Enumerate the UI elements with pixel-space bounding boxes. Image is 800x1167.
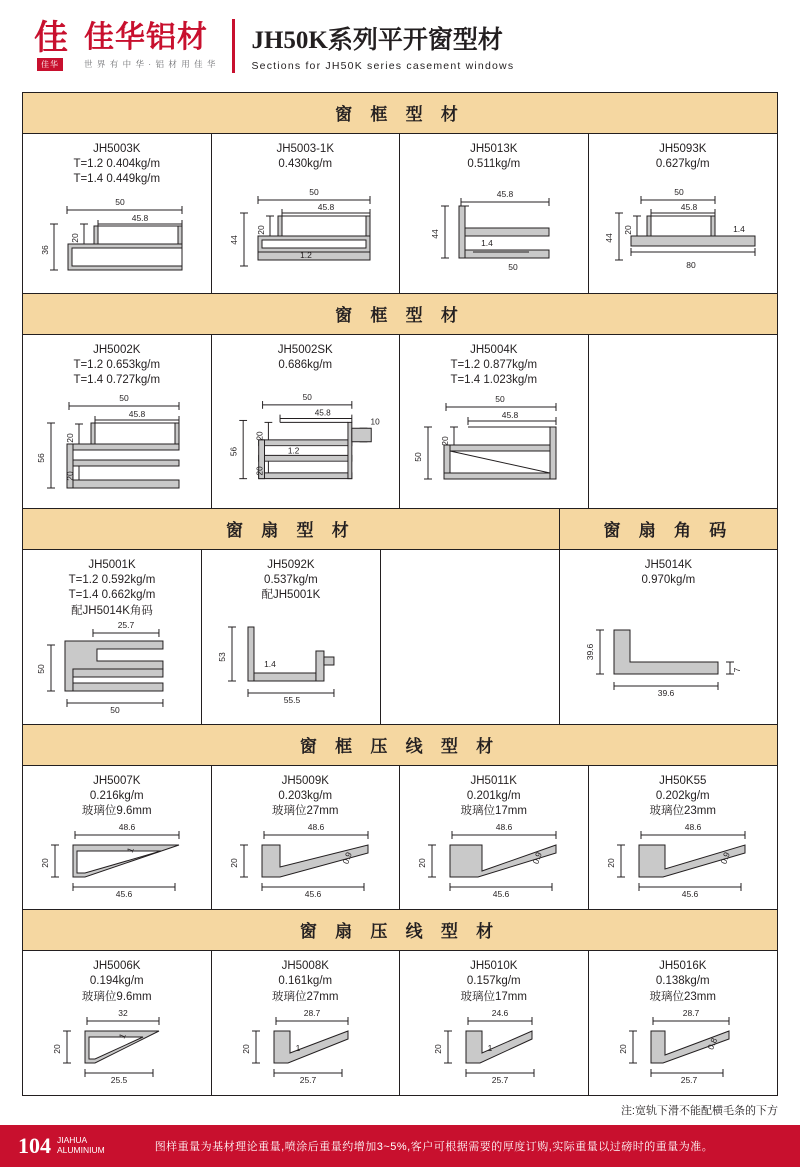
svg-text:20: 20	[69, 232, 80, 243]
svg-text:28.7: 28.7	[303, 1007, 321, 1018]
svg-text:39.6: 39.6	[658, 687, 675, 698]
profile-cell-jh5006k	[23, 951, 212, 1095]
profile-weight-1: 0.537kg/m	[264, 574, 318, 587]
svg-text:0.9: 0.9	[718, 850, 733, 866]
profile-code: JH50K55	[659, 774, 707, 787]
profile-weight-1: 0.686kg/m	[278, 358, 333, 371]
footer-brand	[57, 1136, 105, 1156]
svg-text:53: 53	[216, 652, 227, 662]
section-band-row-3	[23, 509, 777, 550]
profile-weight-1: T=1.2 0.592kg/m	[68, 574, 156, 587]
profile-drawing	[27, 188, 207, 283]
brand-name: 佳华铝材	[84, 20, 208, 54]
svg-text:45.6: 45.6	[681, 889, 699, 900]
profile-code: JH5011K	[470, 774, 517, 787]
svg-text:20: 20	[240, 1044, 251, 1054]
profile-code: JH5002SK	[277, 343, 333, 356]
profile-weight-1: 0.157kg/m	[466, 975, 521, 988]
svg-text:50: 50	[495, 394, 505, 405]
profile-drawing	[593, 819, 774, 899]
profile-weight-1: 0.201kg/m	[466, 789, 521, 802]
svg-text:50: 50	[674, 186, 684, 197]
empty-cell	[589, 335, 778, 509]
profile-cell-jh5007k	[23, 766, 212, 910]
svg-text:39.6: 39.6	[585, 643, 596, 660]
profile-drawing	[216, 172, 396, 282]
svg-text:45.8: 45.8	[128, 409, 146, 420]
profile-weight-2: T=1.4 1.023kg/m	[450, 373, 538, 386]
profile-labels	[656, 142, 710, 172]
profile-weight-2: T=1.4 0.449kg/m	[73, 173, 161, 186]
profile-weight-1: 0.627kg/m	[655, 158, 710, 171]
page-footer	[0, 1125, 800, 1167]
svg-text:0.9: 0.9	[530, 850, 545, 866]
profile-drawing	[216, 1005, 396, 1085]
profile-code: JH5010K	[470, 960, 518, 973]
svg-text:50: 50	[110, 704, 120, 714]
profile-drawing	[593, 1005, 774, 1085]
section-row-4	[23, 766, 777, 911]
profile-code: JH5009K	[281, 774, 329, 787]
svg-text:1.2: 1.2	[300, 249, 313, 260]
svg-text:56: 56	[228, 447, 238, 457]
svg-text:7: 7	[732, 667, 743, 672]
profile-drawing	[216, 373, 396, 498]
footer-brand-en: ALUMINIUM	[57, 1145, 105, 1155]
profile-cell-jh5004k	[400, 335, 589, 509]
svg-text:45.6: 45.6	[492, 889, 510, 900]
svg-text:50: 50	[413, 452, 424, 462]
svg-text:28.7: 28.7	[682, 1007, 700, 1018]
profile-drawing	[27, 619, 197, 714]
footnote: 注:宽轨下滑不能配横毛条的下方	[620, 1104, 778, 1117]
profile-labels	[450, 343, 537, 389]
svg-text:25.7: 25.7	[299, 1074, 317, 1085]
svg-text:20: 20	[228, 858, 239, 868]
svg-text:20: 20	[433, 1044, 444, 1054]
profile-weight-1: 0.216kg/m	[89, 789, 144, 802]
profile-drawing	[216, 819, 396, 899]
profile-weight-1: 0.430kg/m	[278, 158, 333, 171]
svg-text:48.6: 48.6	[307, 822, 325, 833]
svg-text:1: 1	[487, 1042, 493, 1053]
profile-cell-jh5003-1k	[212, 134, 401, 293]
svg-text:1: 1	[295, 1042, 301, 1053]
profile-code: JH5093K	[659, 143, 707, 155]
profile-cell-jh5016k	[589, 951, 778, 1095]
svg-text:20: 20	[618, 1044, 629, 1054]
profile-cell-jh5092k	[202, 550, 381, 724]
svg-text:20: 20	[65, 471, 76, 481]
profile-note: 配JH5014K角码	[71, 604, 153, 617]
profile-labels	[69, 558, 156, 619]
svg-text:20: 20	[417, 858, 428, 868]
logo-subtext: 佳华	[37, 58, 63, 71]
svg-text:25.7: 25.7	[680, 1074, 698, 1085]
logo-glyph: 佳	[34, 19, 66, 57]
svg-text:25.7: 25.7	[491, 1074, 509, 1085]
profile-cell-jh5013k	[400, 134, 589, 293]
profile-labels	[272, 774, 338, 820]
profile-labels	[642, 558, 696, 588]
profile-glass: 玻璃位23mm	[649, 805, 716, 818]
svg-text:0.8: 0.8	[705, 1036, 720, 1051]
svg-text:45.8: 45.8	[317, 201, 335, 212]
section-band-3-right: 窗 扇 角 码	[560, 509, 777, 549]
svg-text:45.8: 45.8	[496, 188, 514, 199]
svg-text:20: 20	[606, 858, 617, 868]
svg-text:20: 20	[256, 225, 267, 235]
profile-code: JH5002K	[93, 343, 141, 356]
profile-cell-jh5008k	[212, 951, 401, 1095]
profile-drawing	[404, 819, 584, 899]
profile-cell-jh50k55	[589, 766, 778, 910]
section-row-3	[23, 550, 777, 725]
svg-text:44: 44	[429, 229, 440, 239]
profile-labels	[461, 774, 527, 820]
page-number: 104	[18, 1133, 51, 1158]
profile-cell-jh5011k	[400, 766, 589, 910]
profile-weight-1: T=1.2 0.404kg/m	[73, 158, 161, 171]
page-number-block	[0, 1133, 128, 1159]
header-divider	[232, 19, 235, 73]
profile-code: JH5003-1K	[276, 143, 335, 155]
svg-text:20: 20	[40, 858, 51, 868]
section-row-2	[23, 335, 777, 510]
profile-drawing	[404, 388, 584, 498]
profile-code: JH5013K	[470, 143, 518, 155]
profile-cell-jh5002k	[23, 335, 212, 509]
profile-cell-jh5003k	[23, 134, 212, 293]
svg-text:20: 20	[52, 1044, 63, 1054]
profile-labels	[278, 343, 333, 373]
svg-text:45.8: 45.8	[501, 410, 519, 421]
svg-text:0.9: 0.9	[340, 850, 354, 866]
svg-text:50: 50	[115, 196, 125, 207]
jiahua-logo-icon	[24, 20, 76, 72]
svg-text:55.5: 55.5	[283, 695, 301, 706]
profile-drawing	[27, 388, 207, 498]
profile-code: JH5008K	[281, 960, 329, 973]
profile-weight-2: T=1.4 0.727kg/m	[73, 373, 161, 386]
section-row-1	[23, 134, 777, 294]
footer-disclaimer: 图样重量为基材理论重量,喷涂后重量约增加3~5%,客户可根据需要的厚度订购,实际重量以过磅时的重量为准。	[154, 1141, 714, 1153]
profile-labels	[82, 959, 152, 1005]
svg-text:44: 44	[229, 235, 240, 245]
svg-text:1.4: 1.4	[264, 659, 276, 670]
profile-weight-1: 0.138kg/m	[655, 975, 710, 988]
profile-labels	[272, 959, 338, 1005]
profile-code: JH5006K	[93, 960, 141, 973]
svg-text:1.4: 1.4	[733, 223, 746, 234]
profile-cell-jh5002sk	[212, 335, 401, 509]
profile-weight-2: T=1.4 0.662kg/m	[68, 589, 156, 602]
profile-drawing	[593, 172, 774, 282]
svg-text:45.8: 45.8	[314, 409, 331, 419]
profile-glass: 玻璃位17mm	[460, 805, 527, 818]
profile-glass: 玻璃位27mm	[272, 990, 339, 1003]
section-band-3-left: 窗 扇 型 材	[23, 509, 560, 549]
profile-labels	[650, 774, 716, 820]
section-band-1: 窗 框 型 材	[23, 93, 777, 134]
profile-labels	[650, 959, 716, 1005]
svg-text:48.6: 48.6	[118, 822, 136, 833]
svg-text:50: 50	[508, 261, 518, 272]
svg-text:32: 32	[118, 1007, 128, 1018]
profile-code: JH5004K	[470, 343, 518, 356]
svg-text:80: 80	[686, 259, 696, 270]
profile-weight-1: 0.194kg/m	[89, 975, 144, 988]
page-header	[0, 0, 800, 92]
svg-text:20: 20	[623, 225, 634, 235]
profile-labels	[82, 774, 152, 820]
profile-cell-jh5001k	[23, 550, 202, 724]
profile-glass: 玻璃位27mm	[272, 805, 339, 818]
footer-brand-cn: JIAHUA	[57, 1135, 88, 1146]
profile-drawing	[206, 604, 376, 714]
logo-block	[24, 20, 216, 72]
profile-code: JH5007K	[93, 774, 141, 787]
profile-glass: 玻璃位23mm	[649, 990, 716, 1003]
section-band-5: 窗 扇 压 线 型 材	[23, 910, 777, 951]
svg-text:45.6: 45.6	[304, 889, 322, 900]
svg-text:45.8: 45.8	[131, 212, 149, 223]
svg-text:1.4: 1.4	[480, 237, 493, 248]
profile-code: JH5016K	[659, 960, 707, 973]
profile-labels	[467, 142, 520, 172]
svg-text:1.2: 1.2	[287, 446, 299, 456]
svg-text:20: 20	[440, 436, 451, 446]
profile-drawing	[27, 1005, 207, 1085]
svg-text:20: 20	[255, 431, 265, 441]
svg-text:48.6: 48.6	[495, 822, 513, 833]
svg-text:50: 50	[309, 186, 319, 197]
svg-text:20: 20	[255, 466, 265, 476]
brand-slogan: 世 界 有 中 华 · 铝 材 用 佳 华	[84, 58, 217, 69]
svg-text:36: 36	[39, 244, 50, 255]
profile-drawing	[27, 819, 207, 899]
profile-glass: 玻璃位9.6mm	[81, 990, 152, 1003]
svg-text:10: 10	[370, 417, 380, 427]
profile-drawing	[404, 172, 584, 282]
page-title: JH50K系列平开窗型材	[251, 27, 503, 54]
section-band-4: 窗 框 压 线 型 材	[23, 725, 777, 766]
profile-code: JH5014K	[644, 559, 693, 572]
svg-text:50: 50	[302, 393, 312, 403]
svg-text:1: 1	[124, 846, 136, 855]
svg-text:44: 44	[604, 233, 615, 243]
profile-weight-1: 0.511kg/m	[467, 158, 521, 171]
profile-labels	[73, 343, 160, 389]
profile-sheet	[22, 92, 778, 1096]
profile-cell-jh5014k	[560, 550, 777, 724]
profile-labels	[276, 142, 334, 172]
svg-text:56: 56	[36, 453, 47, 463]
profile-glass: 玻璃位17mm	[460, 990, 527, 1003]
svg-text:45.6: 45.6	[115, 889, 133, 900]
svg-text:50: 50	[119, 393, 129, 404]
svg-text:20: 20	[65, 433, 76, 443]
profile-labels	[73, 142, 160, 188]
profile-cell-jh5093k	[589, 134, 778, 293]
svg-text:24.6: 24.6	[491, 1007, 509, 1018]
profile-weight-1: T=1.2 0.877kg/m	[450, 358, 538, 371]
profile-labels	[262, 558, 321, 604]
svg-text:1: 1	[116, 1031, 128, 1040]
section-row-5	[23, 951, 777, 1096]
profile-code: JH5003K	[93, 143, 141, 155]
svg-text:50: 50	[35, 663, 46, 674]
profile-drawing	[564, 588, 773, 713]
profile-note: 配JH5001K	[261, 589, 321, 602]
svg-text:25.7: 25.7	[117, 619, 135, 630]
profile-weight-1: 0.161kg/m	[278, 975, 333, 988]
empty-cell	[381, 550, 560, 724]
profile-drawing	[404, 1005, 584, 1085]
profile-weight-1: 0.203kg/m	[278, 789, 333, 802]
profile-labels	[461, 959, 527, 1005]
profile-glass: 玻璃位9.6mm	[81, 805, 152, 818]
profile-weight-1: T=1.2 0.653kg/m	[73, 358, 161, 371]
svg-text:45.8: 45.8	[680, 201, 698, 212]
profile-weight-1: 0.970kg/m	[641, 574, 696, 587]
svg-text:25.5: 25.5	[110, 1074, 128, 1085]
svg-text:48.6: 48.6	[684, 822, 702, 833]
page-subtitle: Sections for JH50K series casement windows	[251, 60, 515, 72]
section-band-2: 窗 框 型 材	[23, 294, 777, 335]
profile-cell-jh5010k	[400, 951, 589, 1095]
profile-code: JH5001K	[88, 559, 136, 572]
profile-weight-1: 0.202kg/m	[655, 789, 710, 802]
profile-code: JH5092K	[267, 559, 315, 572]
profile-cell-jh5009k	[212, 766, 401, 910]
